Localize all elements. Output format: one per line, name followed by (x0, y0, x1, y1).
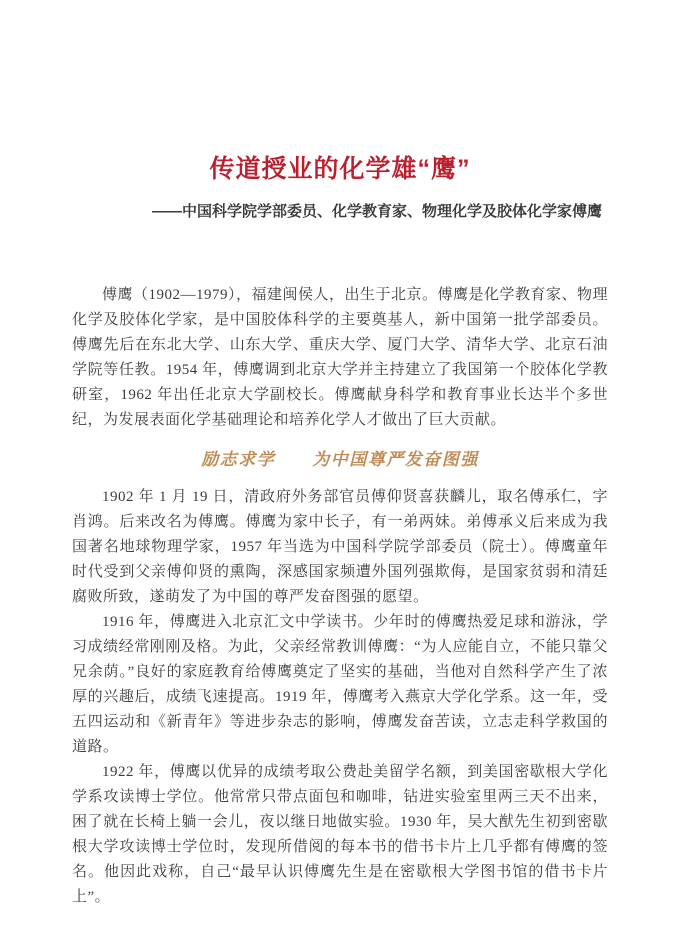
paragraph: 1922 年，傅鹰以优异的成绩考取公费赴美留学名额，到美国密歇根大学化学系攻读博士学位。他常常只带点面包和咖啡，钻进实验室里两三天不出来，困了就在长椅上躺一会儿，夜以继日地做实验。1930 年，吴大猷先生初到密歇根大学攻读博士学位时，发现所借阅的每本书的借书卡片上几乎都有傅鹰的签名。他因此戏称，自己“最早认识傅鹰先生是在密歇根大学图书馆的借书卡片上”。 (72, 764, 608, 905)
paragraph: 1916 年，傅鹰进入北京汇文中学读书。少年时的傅鹰热爱足球和游泳，学习成绩经常刚刚及格。为此，父亲经常教训傅鹰：“为人应能自立，不能只靠父兄余荫。”良好的家庭教育给傅鹰奠定了坚实的基础，当他对自然科学产生了浓厚的兴趣后，成绩飞速提高。1919 年，傅鹰考入燕京大学化学系。这一年，受五四运动和《新青年》等进步杂志的影响，傅鹰发奋苦读，立志走科学救国的道路。 (72, 614, 608, 755)
intro-paragraph: 傅鹰（1902—1979），福建闽侯人，出生于北京。傅鹰是化学教育家、物理化学及胶体化学家，是中国胶体科学的主要奠基人，新中国第一批学部委员。傅鹰先后在东北大学、山东大学、重庆大学、厦门大学、清华大学、北京石油学院等任教。1954 年，傅鹰调到北京大学并主持建立了我国第一个胶体化学教研室，1962 年出任北京大学副校长。傅鹰献身科学和教育事业长达半个多世纪，为发展表面化学基础理论和培养化学人才做出了巨大贡献。 (72, 287, 609, 428)
paragraph: 1902 年 1 月 19 日，清政府外务部官员傅仰贤喜获麟儿，取名傅承仁，字肖鸿。后来改名为傅鹰。傅鹰为家中长子，有一弟两妹。弟傅承义后来成为我国著名地球物理学家，1957 年当选为中国科学院学部委员（院士）。傅鹰童年时代受到父亲傅仰贤的熏陶，深感国家频遭外国列强欺侮，是国家贫弱和清廷腐败所致，遂萌发了为中国的尊严发奋图强的愿望。 (72, 489, 608, 605)
page-content (72, 0, 608, 910)
article-title: 传道授业的化学雄“鹰” (209, 155, 471, 183)
article-body (72, 283, 608, 910)
article-subtitle: ——中国科学院学部委员、化学教育家、物理化学及胶体化学家傅鹰 (151, 203, 602, 220)
section-heading: 励志求学 为中国尊严发奋图强 (201, 450, 479, 469)
